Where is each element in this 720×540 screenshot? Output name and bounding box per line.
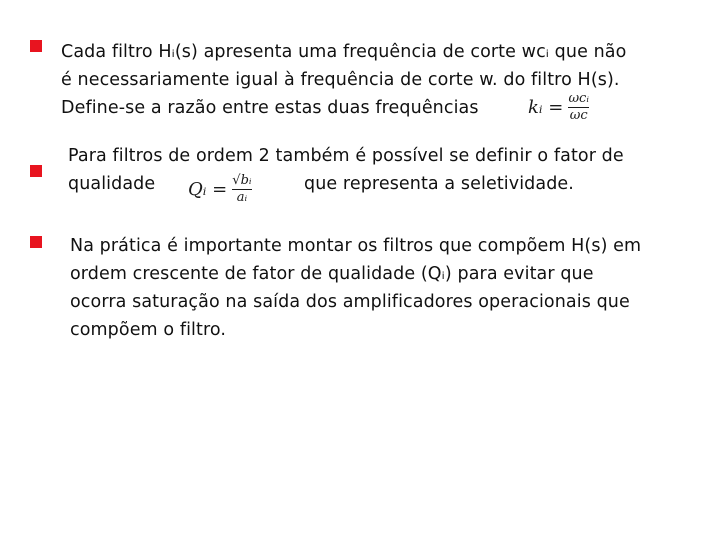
paragraph-3-line-4: compõem o filtro. <box>70 320 227 340</box>
formula-q-fraction <box>232 174 251 205</box>
formula-k-numerator: ωcᵢ <box>568 91 589 106</box>
paragraph-1-line-3: Define-se a razão entre estas duas frequências <box>61 98 479 118</box>
bullet-marker-1 <box>30 40 42 52</box>
bullet-marker-2 <box>30 165 42 177</box>
paragraph-2-line-2 <box>68 170 690 198</box>
formula-q-lhs: Qᵢ = <box>188 179 228 200</box>
formula-q-numerator: √bᵢ <box>232 173 252 188</box>
paragraph-2-line-2-end: que representa a seletividade. <box>304 174 574 194</box>
paragraph-3-line-2: ordem crescente de fator de qualidade (Qᵢ) para evitar que <box>70 264 594 284</box>
formula-k-fraction <box>568 92 589 123</box>
paragraph-2-line-2-start: qualidade <box>68 174 156 194</box>
paragraph-1-line-1: Cada filtro Hᵢ(s) apresenta uma frequência de corte wcᵢ que não <box>61 42 627 62</box>
formula-q-denominator: aᵢ <box>236 190 248 205</box>
paragraph-3 <box>70 232 690 344</box>
formula-k-denominator: ωc <box>569 108 588 123</box>
formula-q-factor <box>188 174 252 205</box>
paragraph-1 <box>61 38 691 122</box>
paragraph-3-line-1: Na prática é importante montar os filtros que compõem H(s) em <box>70 236 642 256</box>
paragraph-2-line-1: Para filtros de ordem 2 também é possível se definir o fator de <box>68 146 624 166</box>
paragraph-2 <box>68 142 690 198</box>
paragraph-3-line-3: ocorra saturação na saída dos amplificadores operacionais que <box>70 292 630 312</box>
formula-k-ratio <box>528 92 589 123</box>
bullet-marker-3 <box>30 236 42 248</box>
paragraph-1-line-2: é necessariamente igual à frequência de corte w. do filtro H(s). <box>61 70 620 90</box>
formula-k-lhs: kᵢ = <box>528 97 564 118</box>
